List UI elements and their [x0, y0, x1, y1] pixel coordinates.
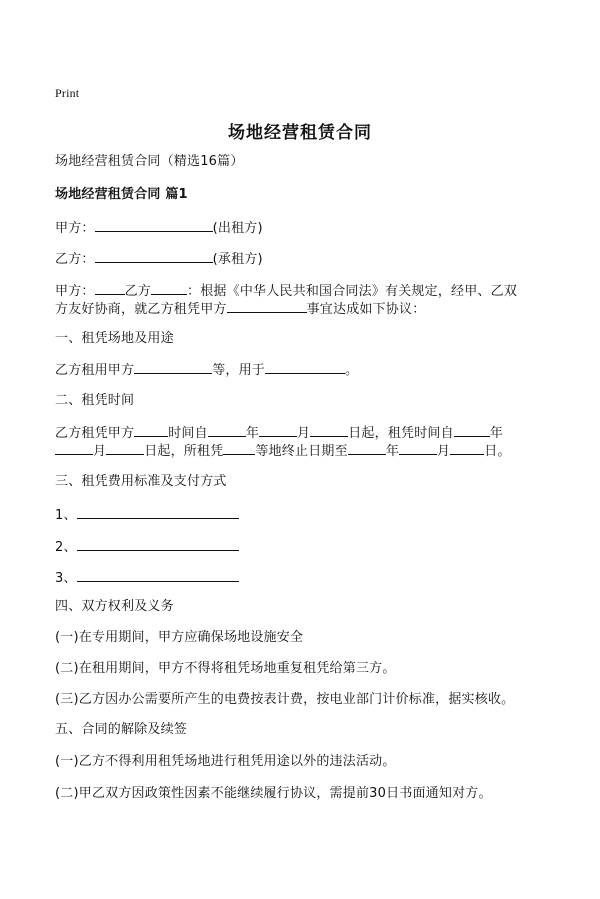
document-title: 场地经营租赁合同	[228, 123, 372, 143]
payment-item-1	[55, 506, 239, 525]
text: 乙方租用甲方	[55, 363, 135, 378]
blank	[134, 361, 212, 374]
section-heading: 场地经营租赁合同 篇1	[55, 187, 188, 202]
intro-text: 方友好协商，就乙方租凭甲方	[55, 302, 227, 317]
text: 2、	[55, 540, 77, 555]
blank	[95, 282, 125, 295]
blank	[265, 361, 345, 374]
text: 时间自	[168, 426, 208, 441]
intro-line-2	[55, 300, 425, 319]
document-subtitle: 场地经营租赁合同（精选16篇）	[55, 154, 244, 169]
termination-item-2: (二)甲乙双方因政策性因素不能继续履行协议，需提前30日书面通知对方。	[55, 786, 492, 801]
party-b-line	[55, 250, 263, 269]
payment-item-2	[55, 538, 239, 557]
intro-line-1	[55, 282, 517, 301]
blank	[77, 569, 239, 582]
text: 月	[437, 444, 451, 459]
section-2-heading: 二、租凭时间	[55, 393, 135, 408]
section-4-heading: 四、双方权利及义务	[55, 599, 174, 614]
print-link[interactable]: Print	[55, 86, 80, 100]
intro-party-a: 甲方：	[55, 284, 95, 299]
text: 1、	[55, 508, 77, 523]
blank	[450, 442, 484, 455]
text: 日起，租凭时间自	[348, 426, 454, 441]
text: 年	[385, 444, 400, 459]
payment-item-3	[55, 569, 239, 588]
blank	[310, 424, 348, 437]
blank	[106, 442, 144, 455]
rights-item-2: (二)在租用期间，甲方不得将租凭场地重复租凭给第三方。	[55, 661, 396, 676]
blank	[77, 506, 239, 519]
intro-text: ：根据《中华人民共和国合同法》有关规定，经甲、乙双	[187, 284, 518, 299]
text: 。	[345, 363, 359, 378]
blank	[227, 300, 307, 313]
termination-item-1: (一)乙方不得利用租凭场地进行租凭用途以外的违法活动。	[55, 754, 396, 769]
text: 日起，所租凭	[144, 444, 224, 459]
party-a-label: 甲方：	[55, 221, 95, 236]
section-2-line-2	[55, 442, 511, 461]
text: 3、	[55, 571, 77, 586]
blank	[399, 442, 437, 455]
text: 年	[489, 426, 504, 441]
section-1-heading: 一、租凭场地及用途	[55, 331, 174, 346]
blank	[77, 538, 239, 551]
blank	[259, 424, 297, 437]
text: 月	[297, 426, 311, 441]
section-2-line-1	[55, 424, 503, 443]
party-a-line	[55, 219, 263, 238]
party-b-label: 乙方：	[55, 252, 95, 267]
blank	[134, 424, 168, 437]
blank	[208, 424, 246, 437]
text: 等地终止日期至	[255, 444, 348, 459]
rights-item-3: (三)乙方因办公需要所产生的电费按表计费，按电业部门计价标准，据实核收。	[55, 692, 515, 707]
party-b-role: (承租方)	[212, 252, 263, 267]
section-1-text	[55, 361, 358, 380]
blank	[223, 442, 255, 455]
text: 年	[245, 426, 260, 441]
text: 日。	[484, 444, 511, 459]
intro-party-b: 乙方	[124, 284, 152, 299]
blank	[348, 442, 386, 455]
blank	[454, 424, 490, 437]
party-a-blank	[95, 219, 213, 232]
rights-item-1: (一)在专用期间，甲方应确保场地设施安全	[55, 630, 304, 645]
text: 等，用于	[212, 363, 266, 378]
blank	[151, 282, 187, 295]
blank	[55, 442, 93, 455]
party-b-blank	[95, 250, 213, 263]
section-3-heading: 三、租凭费用标准及支付方式	[55, 474, 227, 489]
intro-text: 事宜达成如下协议：	[306, 302, 426, 317]
section-5-heading: 五、合同的解除及续签	[55, 722, 188, 737]
party-a-role: (出租方)	[212, 221, 263, 236]
text: 乙方租凭甲方	[55, 426, 135, 441]
text: 月	[93, 444, 107, 459]
